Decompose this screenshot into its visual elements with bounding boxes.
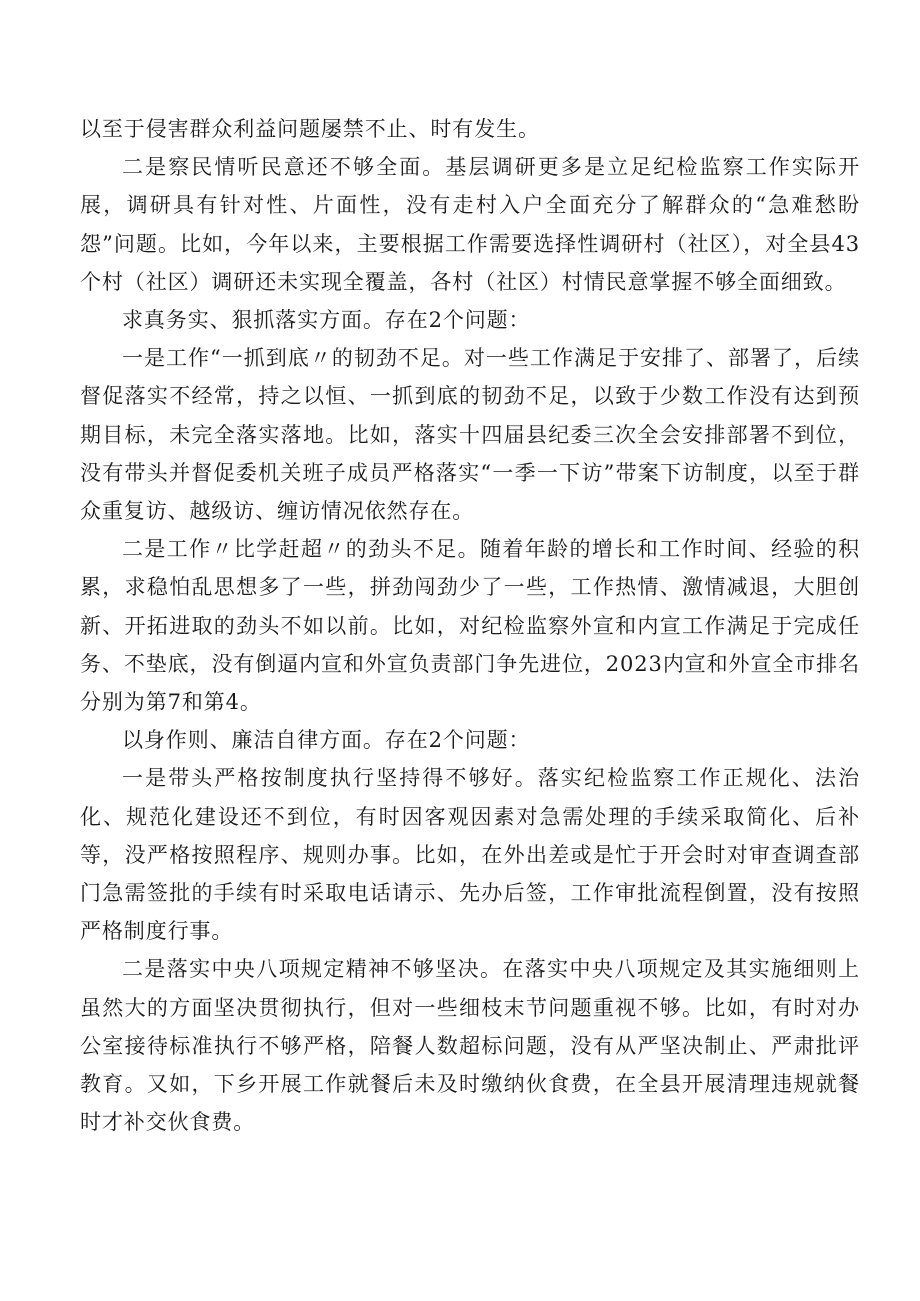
section-heading-1: 求真务实、狠抓落实方面。存在2个问题： [122,308,531,333]
paragraph-5: 一是带头严格按制度执行坚持得不够好。落实纪检监察工作正规化、法治化、规范化建设还不到位，有时因客观因素对急需处理的手续采取简化、后补等，没严格按照程序、规则办事。比如，在外出差或是忙于开会时对审查调查部门急需签批的手续有时采取电话请示、先办后签，工作审批流程倒置，没有按照严格制度行事。 [80,766,860,944]
document-body [80,110,860,1141]
paragraph-3: 一是工作“一抓到底〃的韧劲不足。对一些工作满足于安排了、部署了，后续督促落实不经常，持之以恒、一抓到底的韧劲不足，以致于少数工作没有达到预期目标，未完全落实落地。比如，落实十四届县纪委三次全会安排部署不到位，没有带头并督促委机关班子成员严格落实“一季一下访”带案下访制度，以至于群众重复访、越级访、缠访情况依然存在。 [80,346,860,524]
section-heading-2: 以身作则、廉洁自律方面。存在2个问题： [122,728,531,753]
paragraph-1: 以至于侵害群众利益问题屡禁不止、时有发生。 [80,117,540,141]
paragraph-2: 二是察民情听民意还不够全面。基层调研更多是立足纪检监察工作实际开展，调研具有针对性、片面性，没有走村入户全面充分了解群众的“急难愁盼怨”问题。比如，今年以来，主要根据工作需要选择性调研村（社区），对全县43个村（社区）调研还未实现全覆盖，各村（社区）村情民意掌握不够全面细致。 [80,155,860,294]
paragraph-6: 二是落实中央八项规定精神不够坚决。在落实中央八项规定及其实施细则上虽然大的方面坚决贯彻执行，但对一些细枝末节问题重视不够。比如，有时对办公室接待标准执行不够严格，陪餐人数超标问题，没有从严坚决制止、严肃批评教育。又如，下乡开展工作就餐后未及时缴纳伙食费，在全县开展清理违规就餐时才补交伙食费。 [80,957,860,1135]
paragraph-4: 二是工作〃比学赶超〃的劲头不足。随着年龄的增长和工作时间、经验的积累，求稳怕乱思想多了一些，拼劲闯劲少了一些，工作热情、激情减退，大胆创新、开拓进取的劲头不如以前。比如，对纪检监察外宣和内宣工作满足于完成任务、不垫底，没有倒逼内宣和外宣负责部门争先进位，2023内宣和外宣全市排名分别为第7和第4。 [80,537,860,715]
